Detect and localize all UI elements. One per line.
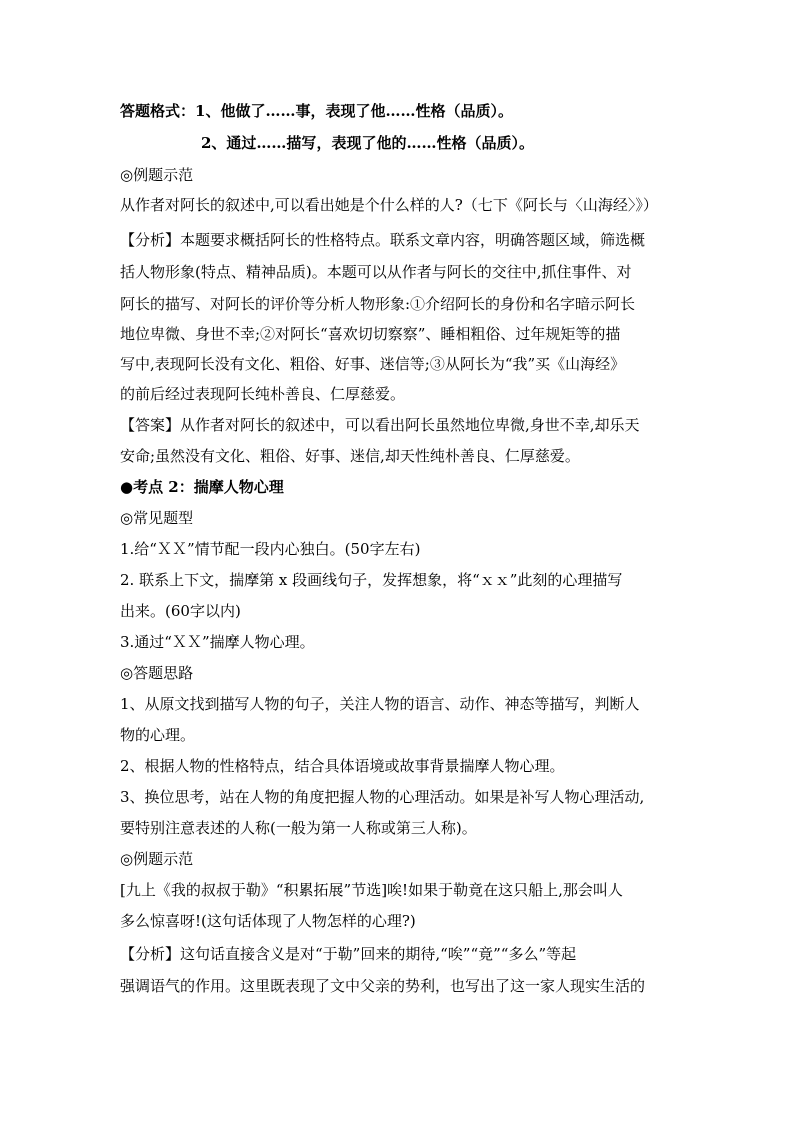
example1-analysis-line: 阿长的描写、对阿长的评价等分析人物形象:①介绍阿长的身份和名字暗示阿长 (120, 295, 636, 313)
example1-analysis-line: 写中,表现阿长没有文化、粗俗、好事、迷信等;③从阿长为“我”买《山海经》 (120, 355, 626, 373)
example1-question: 从作者对阿长的叙述中,可以看出她是个什么样的人?（七下《阿长与〈山海经〉》） (120, 196, 658, 214)
example1-analysis-line: 的前后经过表现阿长纯朴善良、仁厚慈爱。 (120, 385, 406, 403)
format-line-2: 2、通过……描写，表现了他的……性格（品质）。 (201, 134, 534, 152)
type-item: 1.给“ＸＸ”情节配一段内心独白。(50字左右) (120, 540, 421, 558)
ideas-header: ◎答题思路 (120, 664, 194, 682)
type-item: 2. 联系上下文，揣摩第 x 段画线句子，发挥想象，将“ｘｘ”此刻的心理描写 (120, 571, 623, 589)
example1-analysis-line: 括人物形象(特点、精神品质)。本题可以从作者与阿长的交往中,抓住事件、对 (120, 263, 632, 281)
types-header: ◎常见题型 (120, 509, 194, 527)
format-line-1: 答题格式：1、他做了……事，表现了他……性格（品质）。 (120, 102, 513, 120)
idea-item: 1、从原文找到描写人物的句子，关注人物的语言、动作、神态等描写，判断人 (120, 695, 640, 713)
example1-analysis-line: 【分析】本题要求概括阿长的性格特点。联系文章内容，明确答题区域，筛选概 (120, 231, 646, 249)
example1-answer-line: 安命;虽然没有文化、粗俗、好事、迷信,却天性纯朴善良、仁厚慈爱。 (120, 447, 580, 465)
example1-analysis-line: 地位卑微、身世不幸;②对阿长“喜欢切切察察”、睡相粗俗、过年规矩等的描 (120, 325, 621, 343)
type-item: 3.通过“ＸＸ”揣摩人物心理。 (120, 633, 315, 651)
example2-header: ◎例题示范 (120, 850, 194, 868)
idea-item: 要特别注意表述的人称(一般为第一人称或第三人称)。 (120, 819, 477, 837)
type-item: 出来。(60字以内) (120, 602, 241, 620)
idea-item: 2、根据人物的性格特点，结合具体语境或故事背景揣摩人物心理。 (120, 757, 565, 775)
example2-question-line: 多么惊喜呀!(这句话体现了人物怎样的心理?) (120, 912, 416, 930)
idea-item: 3、换位思考，站在人物的角度把握人物的心理活动。如果是补写人物心理活动, (120, 788, 645, 806)
idea-item: 物的心理。 (120, 726, 196, 744)
example1-header: ◎例题示范 (120, 166, 194, 184)
example1-answer-line: 【答案】从作者对阿长的叙述中，可以看出阿长虽然地位卑微,身世不幸,却乐天 (120, 416, 640, 434)
example2-question-line: [九上《我的叔叔于勒》“积累拓展”节选]唉!如果于勒竟在这只船上,那会叫人 (120, 881, 623, 899)
example2-analysis-line: 强调语气的作用。这里既表现了文中父亲的势利，也写出了这一家人现实生活的 (120, 977, 646, 995)
example2-analysis-line: 【分析】这句话直接含义是对“于勒”回来的期待,“唉”“竟”“多么”等起 (120, 945, 577, 963)
kaodian2-title: ●考点 2：揣摩人物心理 (120, 478, 284, 496)
